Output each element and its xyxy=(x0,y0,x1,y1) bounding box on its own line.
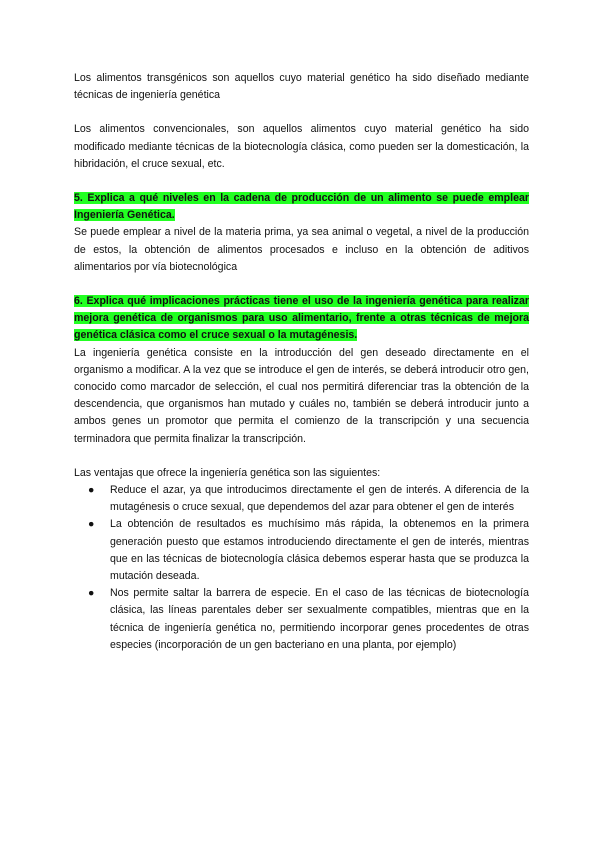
bullet-icon: ● xyxy=(88,484,95,497)
question-5-title: 5. Explica a qué niveles en la cadena de producción de un alimento se puede emplear Ingeniería Genética. xyxy=(74,192,529,222)
bullet-icon: ● xyxy=(88,518,95,531)
bullet-icon: ● xyxy=(88,587,95,600)
question-6-answer: La ingeniería genética consiste en la introducción del gen deseado directamente en el organismo a modificar. A la vez que se introduce el gen de interés, se deberá introducir otro gen, conocido como marcador de selección, el cual nos permitirá diferenciar tras la obtención de la descendencia, que organismos han mutado y cuáles no, también se deberá introducir junto a ambos genes un promotor que permita el comienzo de la transcripción y una secuencia terminadora que permita finalizar la transcripción. xyxy=(74,346,529,445)
spacer xyxy=(74,104,529,121)
question-6-title: 6. Explica qué implicaciones prácticas tiene el uso de la ingeniería genética para realizar mejora genética de organismos para uso alimentario, frente a otras técnicas de mejora genética clásica como el cruce sexual o la mutagénesis. xyxy=(74,295,529,342)
spacer xyxy=(74,173,529,190)
advantages-list xyxy=(74,482,529,654)
advantage-text: La obtención de resultados es muchísimo más rápida, la obtenemos en la primera generación puesto que estamos introduciendo directamente el gen de interés, mientras que en las técnicas de biotecnología clásica debemos esperar hasta que se produzca la mutación deseada. xyxy=(110,518,529,583)
paragraph-convencionales: Los alimentos convencionales, son aquellos alimentos cuyo material genético ha sido modificado mediante técnicas de la biotecnología clásica, como pueden ser la domesticación, la hibridación, el cruce sexual, etc. xyxy=(74,123,529,170)
spacer xyxy=(74,448,529,465)
paragraph-transgenicos: Los alimentos transgénicos son aquellos cuyo material genético ha sido diseñado mediante técnicas de ingeniería genética xyxy=(74,72,529,102)
advantage-text: Nos permite saltar la barrera de especie. En el caso de las técnicas de biotecnología clásica, las líneas parentales deber ser sexualmente compatibles, mientras que en la técnica de ingeniería genética no, permitiendo incorporar genes procedentes de otras especies (incorporación de un gen bacteriano en una planta, por ejemplo) xyxy=(110,587,529,651)
list-item xyxy=(74,482,529,516)
spacer xyxy=(74,276,529,293)
document-page xyxy=(74,70,529,654)
list-item xyxy=(74,516,529,585)
question-6-heading xyxy=(74,293,529,345)
question-5-answer: Se puede emplear a nivel de la materia prima, ya sea animal o vegetal, a nivel de la producción de estos, la obtención de alimentos procesados e incluso en la obtención de aditivos alimentarios por vía biotecnológica xyxy=(74,226,529,273)
advantages-intro: Las ventajas que ofrece la ingeniería genética son las siguientes: xyxy=(74,466,381,479)
advantage-text: Reduce el azar, ya que introducimos directamente el gen de interés. A diferencia de la mutagénesis o cruce sexual, que dependemos del azar para obtener el gen de interés xyxy=(110,484,529,514)
list-item xyxy=(74,585,529,654)
question-5-heading xyxy=(74,190,529,224)
